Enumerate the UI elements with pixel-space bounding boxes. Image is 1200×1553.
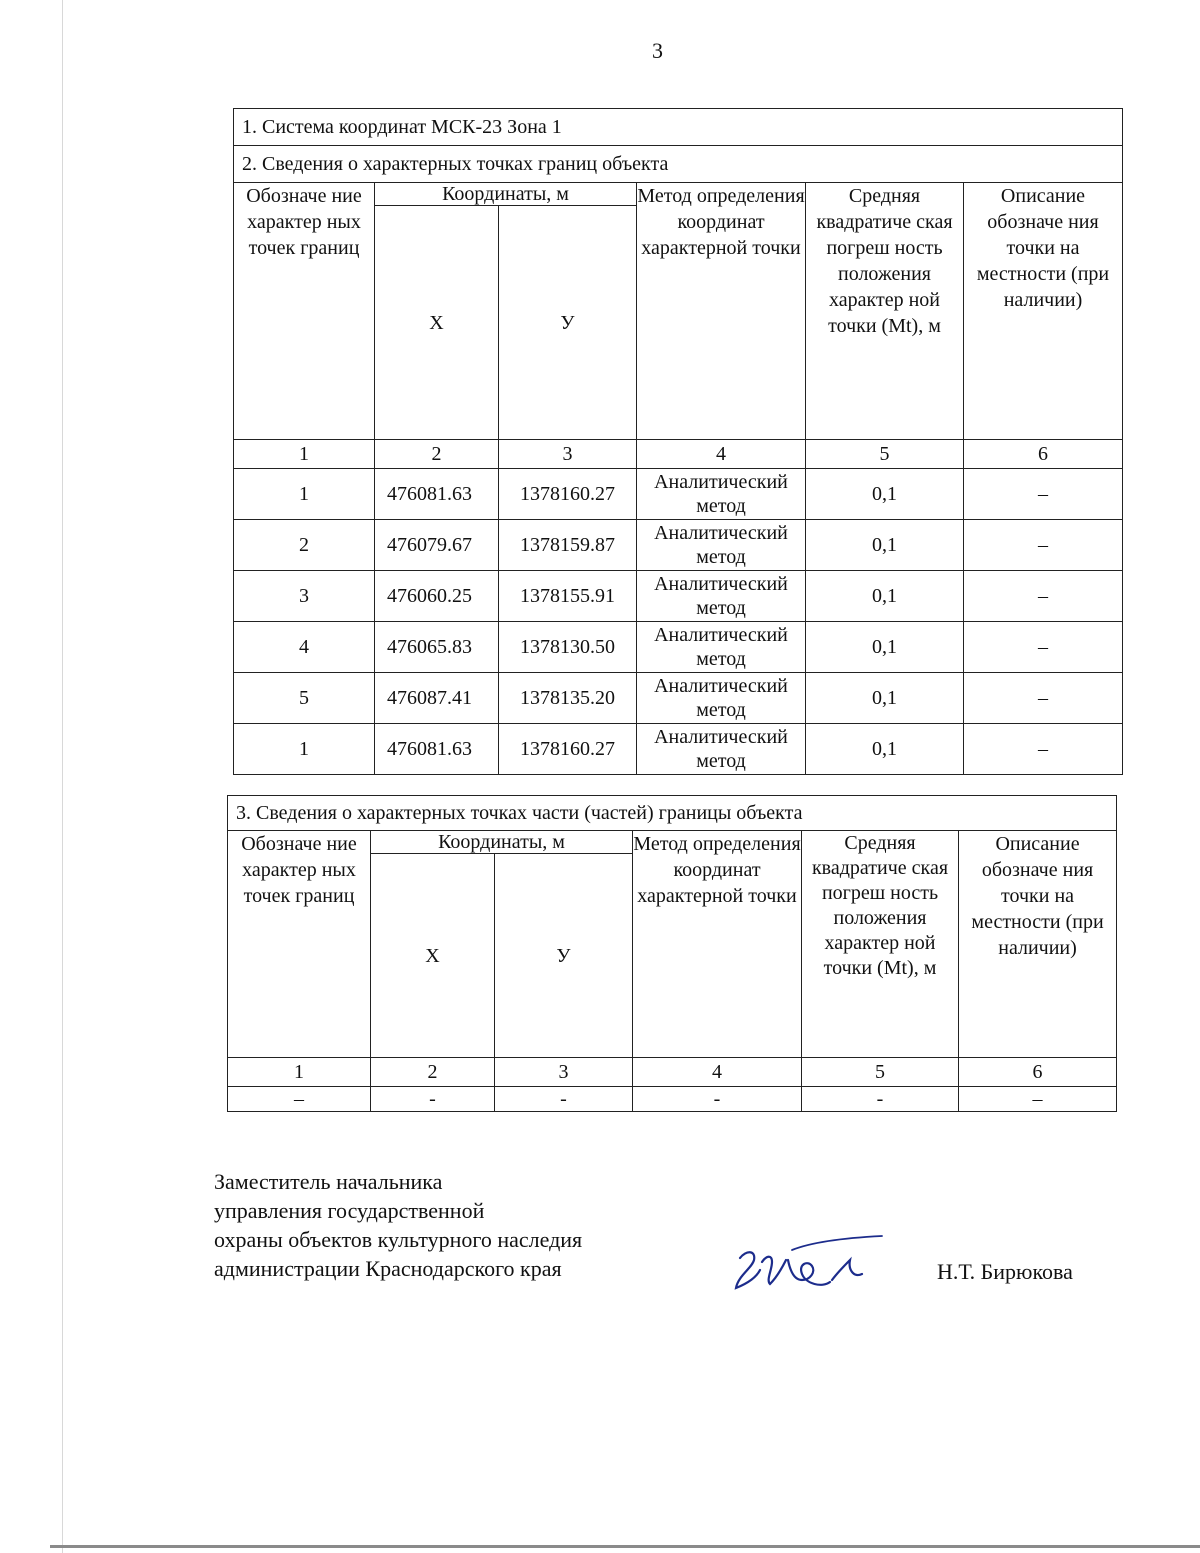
table-cell: -	[633, 1087, 802, 1112]
scan-edge	[50, 1545, 1200, 1548]
table-row	[234, 520, 1123, 571]
table-cell: –	[959, 1087, 1117, 1112]
point-id: 5	[234, 673, 375, 724]
column-number: 3	[495, 1058, 633, 1087]
column-number: 1	[228, 1058, 371, 1087]
table-cell: -	[371, 1087, 495, 1112]
header-description: Описание обозначе ния точки на местности (при наличии)	[959, 831, 1117, 1058]
signatory-name: Н.Т. Бирюкова	[937, 1259, 1073, 1284]
table-row	[234, 673, 1123, 724]
coord-y: 1378160.27	[499, 724, 637, 775]
coord-x: 476081.63	[375, 724, 499, 775]
header-y: У	[495, 854, 633, 1058]
table-row	[234, 724, 1123, 775]
column-number: 4	[633, 1058, 802, 1087]
method: Аналитический метод	[637, 622, 806, 673]
description: –	[964, 673, 1123, 724]
signatory-line: Заместитель начальника	[214, 1169, 443, 1194]
mean-square-error: 0,1	[806, 469, 964, 520]
column-number: 4	[637, 440, 806, 469]
description: –	[964, 724, 1123, 775]
column-number: 3	[499, 440, 637, 469]
section-title: 2. Сведения о характерных точках границ объекта	[234, 146, 1123, 183]
handwritten-signature	[732, 1228, 897, 1298]
coordinate-system-label: 1. Система координат МСК-23 Зона 1	[234, 109, 1123, 146]
header-coordinates: Координаты, м	[371, 831, 633, 854]
table-row	[234, 469, 1123, 520]
header-point-designation: Обозначе ние характер ных точек границ	[228, 831, 371, 1058]
point-id: 4	[234, 622, 375, 673]
mean-square-error: 0,1	[806, 673, 964, 724]
point-id: 1	[234, 724, 375, 775]
column-number: 5	[806, 440, 964, 469]
coord-y: 1378135.20	[499, 673, 637, 724]
point-id: 3	[234, 571, 375, 622]
header-method: Метод определения координат характерной точки	[633, 831, 802, 1058]
header-point-designation: Обозначе ние характер ных точек границ	[234, 183, 375, 440]
column-number: 6	[959, 1058, 1117, 1087]
coord-x: 476079.67	[375, 520, 499, 571]
column-numbers-row	[234, 440, 1123, 469]
point-id: 2	[234, 520, 375, 571]
table-cell: -	[802, 1087, 959, 1112]
signatory-line: администрации Краснодарского края	[214, 1256, 562, 1281]
method: Аналитический метод	[637, 520, 806, 571]
header-x: X	[375, 206, 499, 440]
coord-x: 476065.83	[375, 622, 499, 673]
signatory-position	[214, 1167, 582, 1283]
column-number: 2	[375, 440, 499, 469]
column-number: 1	[234, 440, 375, 469]
header-y: У	[499, 206, 637, 440]
header-coordinates: Координаты, м	[375, 183, 637, 206]
coord-x: 476081.63	[375, 469, 499, 520]
page-number: 3	[652, 38, 663, 63]
description: –	[964, 469, 1123, 520]
column-number: 6	[964, 440, 1123, 469]
section-title: 3. Сведения о характерных точках части (частей) границы объекта	[228, 796, 1117, 831]
part-boundary-points-table	[227, 795, 1117, 1112]
header-x: X	[371, 854, 495, 1058]
scan-edge	[62, 0, 63, 1553]
description: –	[964, 571, 1123, 622]
mean-square-error: 0,1	[806, 571, 964, 622]
column-numbers-row	[228, 1058, 1117, 1087]
point-id: 1	[234, 469, 375, 520]
coord-x: 476060.25	[375, 571, 499, 622]
coord-y: 1378130.50	[499, 622, 637, 673]
column-number: 2	[371, 1058, 495, 1087]
method: Аналитический метод	[637, 469, 806, 520]
mean-square-error: 0,1	[806, 622, 964, 673]
table-row	[234, 622, 1123, 673]
signatory-line: охраны объектов культурного наследия	[214, 1227, 583, 1252]
signatory-line: управления государственной	[214, 1198, 485, 1223]
header-mean-square-error: Средняя квадратиче ская погреш ность положения характер ной точки (Mt), м	[806, 183, 964, 440]
description: –	[964, 520, 1123, 571]
method: Аналитический метод	[637, 673, 806, 724]
column-number: 5	[802, 1058, 959, 1087]
method: Аналитический метод	[637, 571, 806, 622]
mean-square-error: 0,1	[806, 724, 964, 775]
table-cell: –	[228, 1087, 371, 1112]
method: Аналитический метод	[637, 724, 806, 775]
table-cell: -	[495, 1087, 633, 1112]
header-description: Описание обозначе ния точки на местности (при наличии)	[964, 183, 1123, 440]
description: –	[964, 622, 1123, 673]
table-row	[234, 571, 1123, 622]
mean-square-error: 0,1	[806, 520, 964, 571]
boundary-points-table	[233, 108, 1123, 775]
coord-y: 1378160.27	[499, 469, 637, 520]
table-row	[228, 1087, 1117, 1112]
coord-y: 1378155.91	[499, 571, 637, 622]
coord-y: 1378159.87	[499, 520, 637, 571]
header-mean-square-error: Средняя квадратиче ская погреш ность положения характер ной точки (Mt), м	[802, 831, 959, 1058]
header-method: Метод определения координат характерной точки	[637, 183, 806, 440]
coord-x: 476087.41	[375, 673, 499, 724]
